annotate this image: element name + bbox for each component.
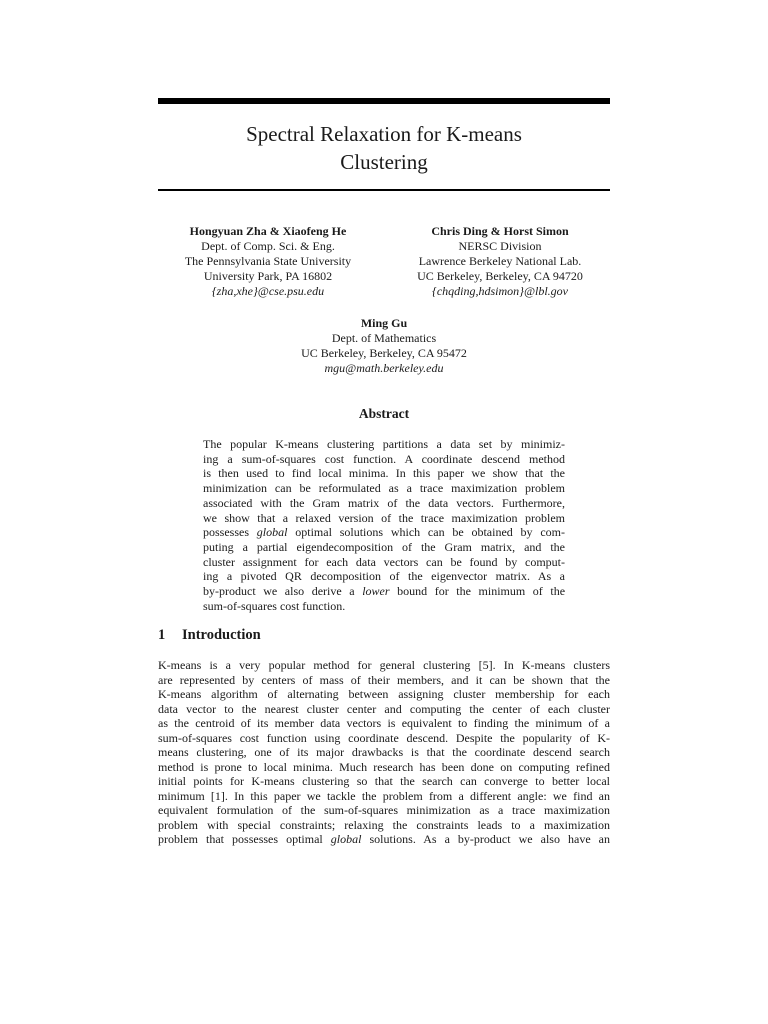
body-line: K-means algorithm of alternating between assigning cluster membership for each (158, 687, 610, 701)
abstract-emphasis: lower (362, 584, 390, 599)
abstract-line: minimization can be reformulated as a trace maximization problem (203, 481, 565, 496)
author-address: UC Berkeley, Berkeley, CA 95472 (301, 346, 467, 360)
body-line: sum-of-squares cost function using coordinate descend. Despite the popularity of K- (158, 730, 610, 745)
abstract-line: is then used to find local minima. In this paper we show that the (203, 466, 565, 481)
body-line: as the centroid of its member data vectors is equivalent to finding the minimum of a (158, 716, 610, 730)
section-heading-introduction (158, 627, 610, 644)
body-line (158, 832, 610, 847)
title-line-2: Clustering (340, 150, 428, 174)
body-line: means clustering, one of its major drawbacks is that the coordinate descend search (158, 745, 610, 759)
author-institution: Lawrence Berkeley National Lab. (418, 254, 582, 268)
abstract-heading: Abstract (358, 406, 410, 421)
author-names: Chris Ding & Horst Simon (431, 224, 569, 238)
abstract-body (203, 437, 565, 613)
abstract-text: bound for the minimum of the (397, 584, 566, 599)
author-names: Ming Gu (360, 316, 408, 330)
section-number: 1 (158, 627, 166, 643)
title-top-rule (158, 98, 610, 104)
abstract-line: cluster assignment for each data vectors can be found by comput- (203, 554, 565, 569)
abstract-line: associated with the Gram matrix of the data vectors. Furthermore, (203, 495, 565, 510)
abstract-emphasis: global (256, 525, 288, 540)
abstract-line (203, 584, 565, 599)
author-block-math (234, 316, 534, 376)
body-line: are represented by centers of mass of their members, and it can be shown that the (158, 672, 610, 687)
author-email: mgu@math.berkeley.edu (324, 361, 444, 375)
author-dept: Dept. of Comp. Sci. & Eng. (201, 239, 335, 253)
author-dept: NERSC Division (458, 239, 542, 253)
body-text: problem that possesses optimal (158, 832, 323, 846)
paper-title (158, 120, 610, 176)
body-line: data vector to the nearest cluster center and computing the center of each cluster (158, 701, 610, 716)
body-line: problem with special constraints; relaxing the constraints leads to a maximization (158, 817, 610, 832)
introduction-body (158, 658, 610, 847)
author-email: {chqding,hdsimon}@lbl.gov (432, 284, 568, 298)
body-line: initial points for K-means clustering so that the search can converge to better local (158, 774, 610, 788)
abstract-line: we show that a relaxed version of the trace maximization problem (203, 510, 565, 525)
author-block-psu (158, 224, 378, 299)
author-names: Hongyuan Zha & Xiaofeng He (189, 224, 347, 238)
title-line-1: Spectral Relaxation for K-means (246, 122, 522, 146)
author-institution: The Pennsylvania State University (184, 254, 352, 268)
body-emphasis: global (330, 832, 362, 846)
author-email: {zha,xhe}@cse.psu.edu (211, 284, 325, 298)
body-line: method is prone to local minima. Much research has been done on computing refined (158, 759, 610, 774)
author-address: UC Berkeley, Berkeley, CA 94720 (417, 269, 583, 283)
abstract-text: possesses (203, 525, 250, 540)
abstract-line: ing a pivoted QR decomposition of the eigenvector matrix. As a (203, 569, 565, 584)
section-title: Introduction (182, 627, 261, 643)
body-line: minimum [1]. In this paper we tackle the problem from a different angle: we find an (158, 788, 610, 803)
author-address: University Park, PA 16802 (203, 269, 333, 283)
abstract-line (203, 525, 565, 540)
abstract-text: optimal solutions which can be obtained by com- (295, 525, 565, 540)
author-block-lbl (390, 224, 610, 299)
author-dept: Dept. of Mathematics (331, 331, 437, 345)
body-line: K-means is a very popular method for general clustering [5]. In K-means clusters (158, 658, 610, 672)
abstract-line: The popular K-means clustering partitions a data set by minimiz- (203, 437, 565, 451)
abstract-line: ing a sum-of-squares cost function. A coordinate descend method (203, 451, 565, 466)
abstract-line: puting a partial eigendecomposition of the Gram matrix, and the (203, 539, 565, 554)
abstract-text: by-product we also derive a (203, 584, 355, 599)
body-line: equivalent formulation of the sum-of-squares minimization as a trace maximization (158, 803, 610, 817)
title-bottom-rule (158, 189, 610, 191)
body-text: solutions. As a by-product we also have an (369, 832, 610, 846)
abstract-line: sum-of-squares cost function. (203, 598, 346, 613)
